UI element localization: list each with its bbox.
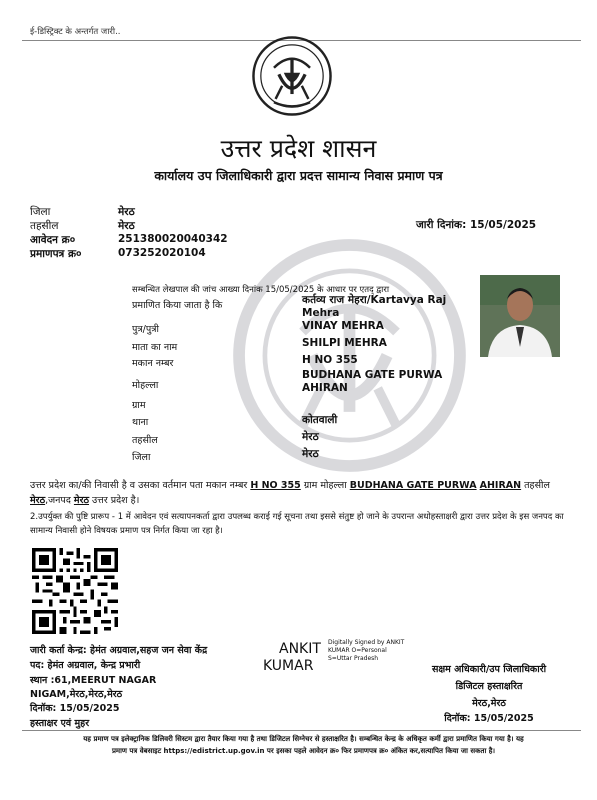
issue-date-value: 15/05/2025 xyxy=(469,219,537,231)
paragraph-text: उत्तर प्रदेश है। xyxy=(92,495,140,506)
signature-seal-label: हस्ताक्षर एवं मुहर xyxy=(30,718,90,729)
police-station-label: थाना xyxy=(132,417,149,428)
detail-district-label: जिला xyxy=(132,452,151,463)
paragraph-text: तहसील xyxy=(524,480,550,491)
competent-authority: सक्षम अधिकारी/उप जिलाधिकारी xyxy=(431,664,547,675)
house-number: H NO 355 xyxy=(302,354,358,366)
certify-label: प्रमाणित किया जाता है कि xyxy=(132,300,223,311)
edistrict-note: ई-डिस्ट्रिक्ट के अन्तर्गत जारी.. xyxy=(30,27,121,37)
detail-district-value: मेरठ xyxy=(302,448,319,460)
paragraph-text: ,जनपद xyxy=(45,495,71,506)
tehsil-label: तहसील xyxy=(30,220,59,232)
signer-name-2: KUMAR xyxy=(263,658,314,674)
footer-line: यह प्रमाण पत्र इलेक्ट्रानिक डिलिवरी सिस्टम द्वारा तैयार किया गया है तथा डिजिटल सिग्नेचर से हस्ताक्षरित है। सम्बन्धित केन्द्र के अधिकृत कर्मी द्वारा प्रमाणित किया गया है। यह xyxy=(83,735,524,743)
footer-note xyxy=(26,733,581,757)
application-label: आवेदन क्र० xyxy=(30,234,76,246)
district-value: मेरठ xyxy=(118,206,135,218)
issuer-place-1: स्थान :61,MEERUT NAGAR xyxy=(30,675,157,686)
authority-date: दिनॉक: 15/05/2025 xyxy=(444,713,534,724)
paragraph-locality: AHIRAN xyxy=(479,480,522,491)
detail-tehsil-value: मेरठ xyxy=(302,431,319,443)
verification-intro: सम्बन्धित लेखपाल की जांच आख्या दिनांक 15/05/2025 के आधार पर एतद् द्वारा xyxy=(132,285,390,295)
digitally-signed-label: डिजिटल हस्ताक्षरित xyxy=(455,681,523,692)
paragraph-text: ग्राम मोहल्ला xyxy=(303,480,347,491)
qr-code-icon xyxy=(32,548,118,634)
digital-signature-line: Digitally Signed by ANKIT xyxy=(328,639,405,646)
detail-tehsil-label: तहसील xyxy=(132,435,158,446)
certificate-number-value: 073252020104 xyxy=(118,247,206,259)
locality-value: BUDHANA GATE PURWA AHIRAN xyxy=(302,369,443,394)
authority-location: मेरठ,मेरठ xyxy=(472,698,506,709)
son-of-label: पुत्र/पुत्री xyxy=(132,324,159,335)
paragraph-house: H NO 355 xyxy=(250,480,301,491)
mother-label: माता का नाम xyxy=(132,342,178,353)
applicant-name: कर्तव्य राज मेहरा/Kartavya Raj Mehra xyxy=(302,294,447,319)
footer-line: प्रमाण पत्र वेबसाइट https://edistrict.up.gov.in पर इसका पहले आवेदन क्र० फिर प्रमाणपत्र क्र० अंकित कर,सत्यापित किया जा सकता है। xyxy=(111,747,496,755)
issuing-center: जारी कर्ता केन्द्र: हेमंत अग्रवाल,सहज जन सेवा केंद्र xyxy=(30,645,208,656)
page-title: उत्तर प्रदेश शासन xyxy=(220,134,377,163)
paragraph-locality: BUDHANA GATE PURWA xyxy=(349,480,477,491)
footer-divider xyxy=(22,730,581,731)
certificate-number-label: प्रमाणपत्र क्र० xyxy=(30,248,82,260)
issue-date xyxy=(416,218,536,232)
digital-signature-details xyxy=(328,639,404,663)
village-label: ग्राम xyxy=(132,400,146,411)
issue-date-label: जारी दिनांक: xyxy=(416,219,467,231)
issuer-post: पद: हेमंत अग्रवाल, केन्द्र प्रभारी xyxy=(30,660,141,671)
issuer-date: दिनॉक: 15/05/2025 xyxy=(30,703,120,714)
locality-label: मोहल्ला xyxy=(132,380,159,391)
certificate-subtitle: कार्यालय उप जिलाधिकारी द्वारा प्रदत्त सामान्य निवास प्रमाण पत्र xyxy=(154,168,443,183)
digital-signature-line: KUMAR O=Personal xyxy=(328,647,387,654)
paragraph-district: मेरठ xyxy=(73,495,90,506)
paragraph-tehsil: मेरठ xyxy=(30,495,46,506)
house-label: मकान नम्बर xyxy=(132,358,174,369)
tehsil-value: मेरठ xyxy=(118,220,135,232)
police-station-value: कोतवाली xyxy=(302,414,338,426)
issuer-place-2: NIGAM,मेरठ,मेरठ,मेरठ xyxy=(30,689,123,700)
digital-signature-line: S=Uttar Pradesh xyxy=(328,655,379,662)
applicant-photo xyxy=(480,275,560,357)
father-name: VINAY MEHRA xyxy=(302,320,384,332)
confirmation-paragraph: 2.उपर्युक्त की पुष्टि प्रारूप - 1 में आवेदन एवं सत्यापनकर्ता द्वारा उपलब्ध कराई गई सूचना तथा इससे संतुष्ट हो जाने के उपरान्त अधोहस्ताक्षरी द्वारा उत्तर प्रदेश के इस जनपद का सामान्य निवासी होने विषयक प्रमाण पत्र निर्गत किया जा रहा है। xyxy=(30,512,564,536)
up-emblem-icon xyxy=(251,35,333,117)
signer-name-1: ANKIT xyxy=(279,641,321,657)
residence-paragraph xyxy=(30,478,570,508)
application-value: 251380020040342 xyxy=(118,233,228,245)
paragraph-text: उत्तर प्रदेश का/की निवासी है व उसका वर्तमान पता मकान नम्बर xyxy=(30,480,248,491)
mother-name: SHILPI MEHRA xyxy=(302,337,387,349)
district-label: जिला xyxy=(30,206,51,218)
